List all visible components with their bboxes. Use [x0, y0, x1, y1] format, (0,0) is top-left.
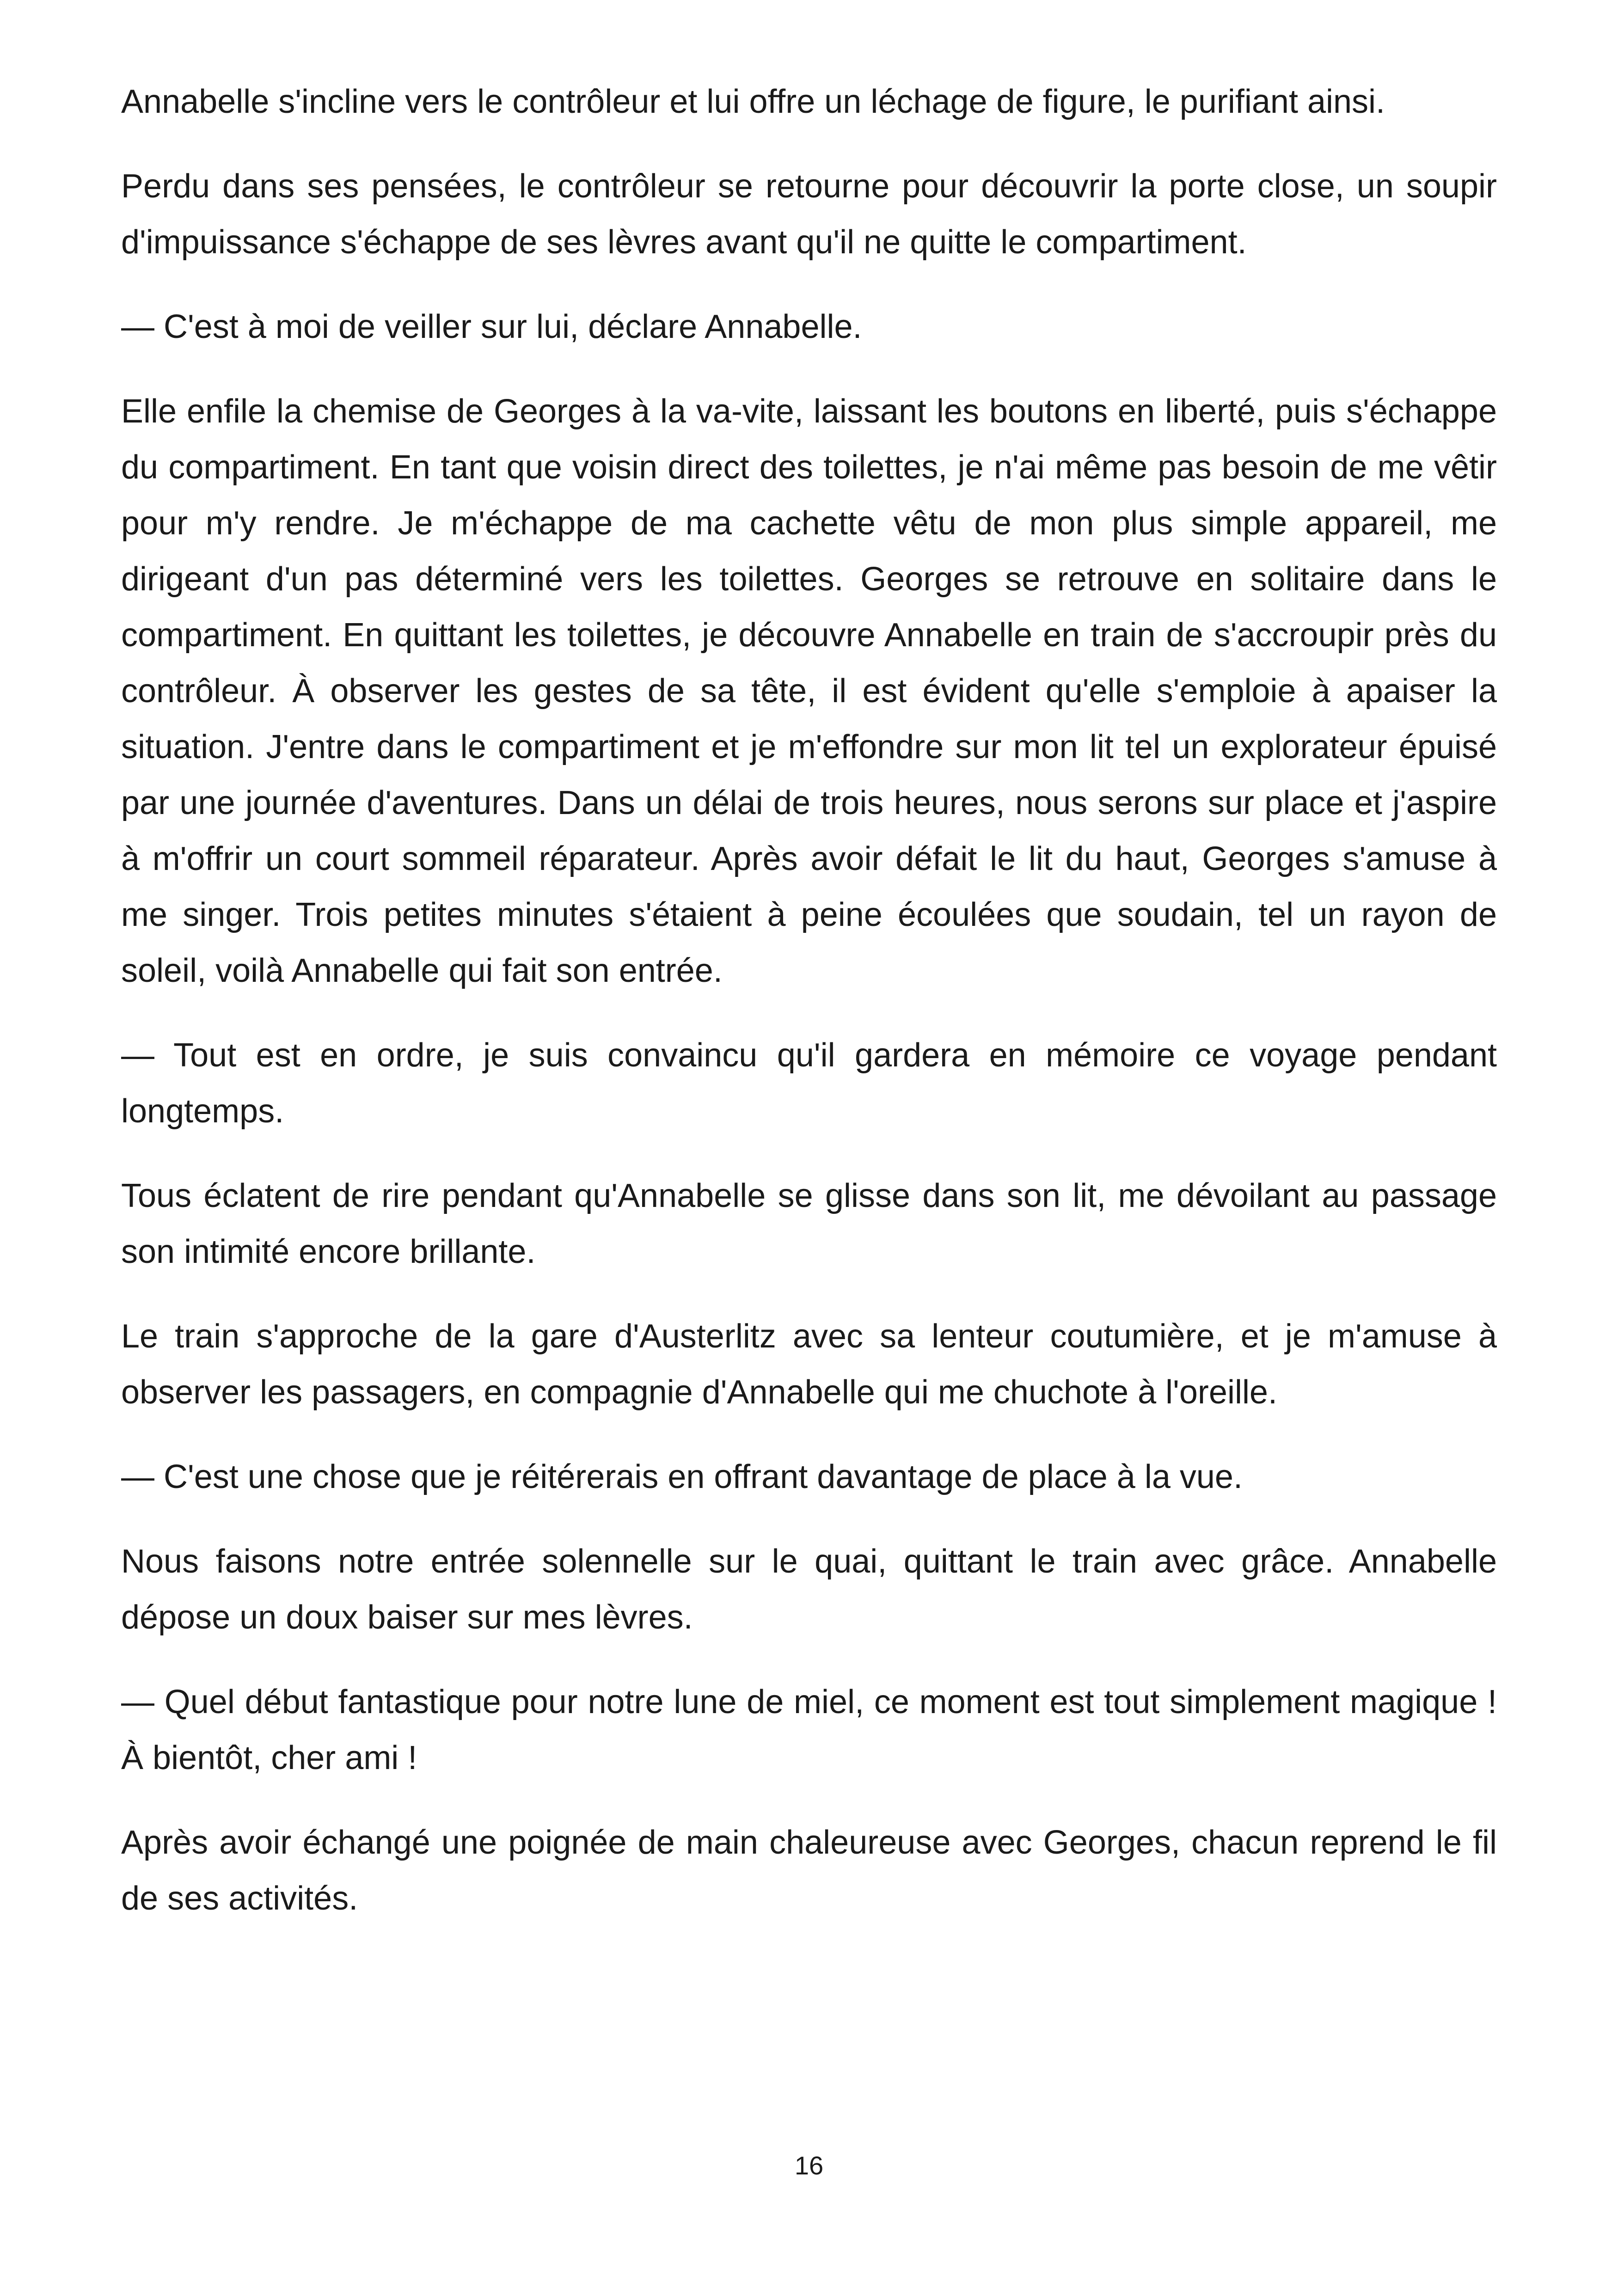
body-text [121, 74, 1497, 1955]
paragraph-4: Elle enfile la chemise de Georges à la va-vite, laissant les boutons en liberté, puis s'échappe du compartiment. En tant que voisin direct des toilettes, je n'ai même pas besoin de me vêtir pour m'y rendre. Je m'échappe de ma cachette vêtu de mon plus simple appareil, me dirigeant d'un pas déterminé vers les toilettes. Georges se retrouve en solitaire dans le compartiment. En quittant les toilettes, je découvre Annabelle en train de s'accroupir près du contrôleur. À observer les gestes de sa tête, il est évident qu'elle s'emploie à apaiser la situation. J'entre dans le compartiment et je m'effondre sur mon lit tel un explorateur épuisé par une journée d'aventures. Dans un délai de trois heures, nous serons sur place et j'aspire à m'offrir un court sommeil réparateur. Après avoir défait le lit du haut, Georges s'amuse à me singer. Trois petites minutes s'étaient à peine écoulées que soudain, tel un rayon de soleil, voilà Annabelle qui fait son entrée. [121, 393, 1497, 989]
paragraph-11: Après avoir échangé une poignée de main chaleureuse avec Georges, chacun reprend le fil de ses activités. [121, 1824, 1497, 1917]
paragraph-10: — Quel début fantastique pour notre lune de miel, ce moment est tout simplement magique ! À bientôt, cher ami ! [121, 1684, 1497, 1776]
paragraph-7: Le train s'approche de la gare d'Austerlitz avec sa lenteur coutumière, et je m'amuse à observer les passagers, en compagnie d'Annabelle qui me chuchote à l'oreille. [121, 1318, 1497, 1411]
paragraph-9: Nous faisons notre entrée solennelle sur le quai, quittant le train avec grâce. Annabelle dépose un doux baiser sur mes lèvres. [121, 1543, 1497, 1636]
page-number: 16 [794, 2151, 824, 2180]
paragraph-5: — Tout est en ordre, je suis convaincu qu'il gardera en mémoire ce voyage pendant longtemps. [121, 1037, 1497, 1130]
paragraph-3: — C'est à moi de veiller sur lui, déclare Annabelle. [121, 308, 862, 345]
paragraph-2: Perdu dans ses pensées, le contrôleur se retourne pour découvrir la porte close, un soupir d'impuissance s'échappe de ses lèvres avant qu'il ne quitte le compartiment. [121, 168, 1497, 261]
paragraph-1: Annabelle s'incline vers le contrôleur et lui offre un léchage de figure, le purifiant ainsi. [121, 83, 1385, 120]
paragraph-6: Tous éclatent de rire pendant qu'Annabelle se glisse dans son lit, me dévoilant au passage son intimité encore brillante. [121, 1177, 1497, 1270]
paragraph-8: — C'est une chose que je réitérerais en offrant davantage de place à la vue. [121, 1458, 1243, 1495]
